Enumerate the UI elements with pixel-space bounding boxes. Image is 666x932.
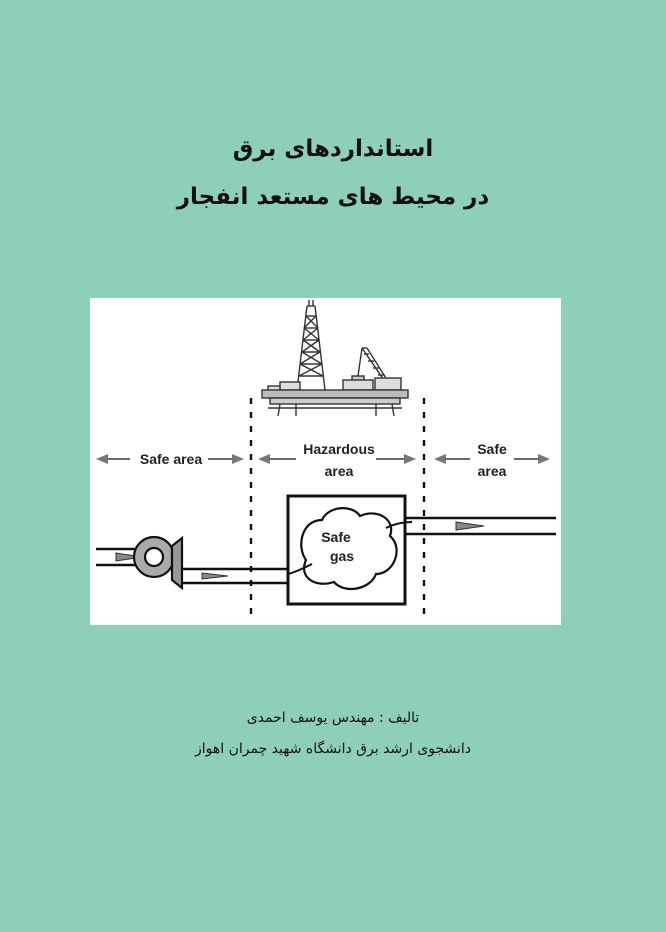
outlet-flow-arrow-icon: [456, 522, 484, 530]
safe-area-left-label: Safe area: [139, 451, 203, 467]
cover-title-line-2: در محیط های مستعد انفجار: [176, 184, 490, 210]
hazardous-area-diagram: [90, 298, 561, 625]
hazardous-area-label-2: area: [324, 463, 354, 479]
safe-area-right-label-2: area: [477, 463, 507, 479]
offshore-platform-icon: [262, 300, 408, 416]
supply-pipe: [182, 569, 288, 583]
cover-title-line-1: استانداردهای برق: [232, 136, 434, 162]
safe-gas-label-2: gas: [329, 548, 355, 564]
author-credit: تالیف : مهندس یوسف احمدی: [246, 710, 420, 726]
hazardous-area-label-1: Hazardous: [303, 441, 375, 457]
blower-fan-icon: [134, 537, 182, 588]
supply-flow-arrow-icon: [202, 573, 228, 579]
safe-area-right-label-1: Safe: [477, 441, 507, 457]
author-affiliation: دانشجوی ارشد برق دانشگاه شهید چمران اهواز: [194, 741, 472, 757]
safe-gas-label-1: Safe: [321, 529, 351, 545]
